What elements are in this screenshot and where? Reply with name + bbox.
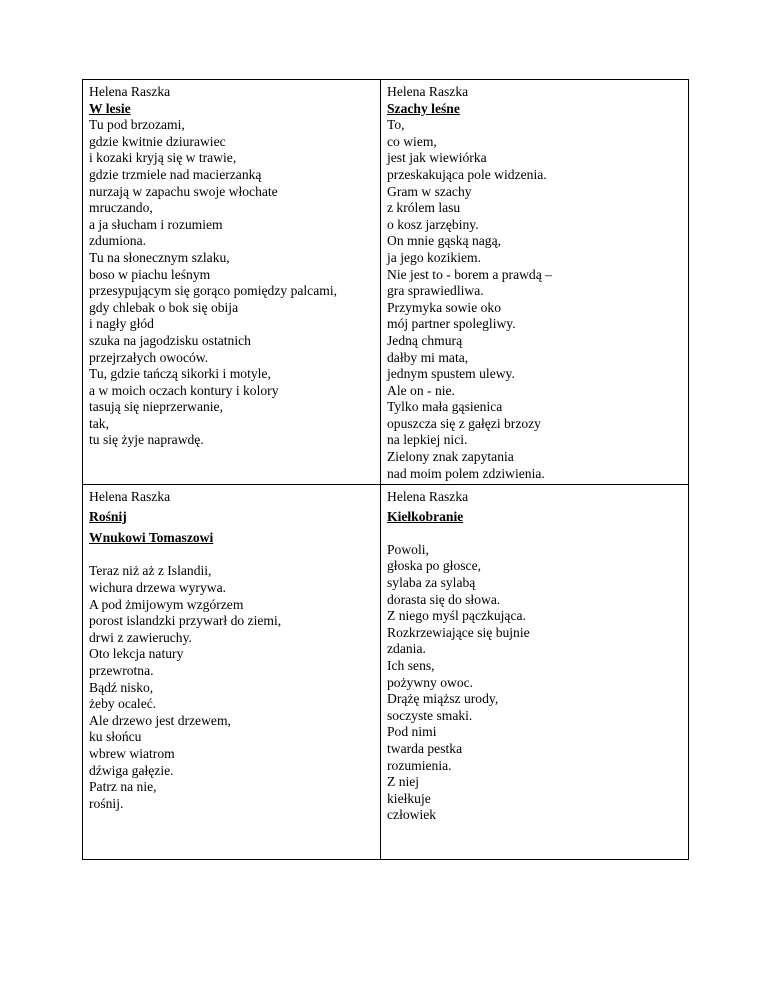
poem-line: a ja słucham i rozumiem	[89, 216, 223, 232]
poem-line: gdy chlebak o bok się obija	[89, 299, 239, 315]
stanza-gap	[387, 525, 682, 542]
poem-line: soczyste smaki.	[387, 707, 473, 723]
poem-line: o kosz jarzębiny.	[387, 216, 479, 232]
poem-title: Rośnij	[89, 508, 127, 524]
poem-line: człowiek	[387, 807, 437, 823]
poem-line: Tu na słonecznym szlaku,	[89, 249, 230, 265]
poem-line: tak,	[89, 415, 110, 431]
poem-line: tu się żyje naprawdę.	[89, 432, 204, 448]
poem-line: sylaba za sylabą	[387, 574, 476, 590]
poem-line: jest jak wiewiórka	[387, 150, 487, 166]
poem-line: boso w piachu leśnym	[89, 266, 211, 282]
poem-line: szuka na jagodzisku ostatnich	[89, 332, 251, 348]
poem-line: nurzają w zapachu swoje włochate	[89, 183, 278, 199]
poem-author: Helena Raszka	[387, 84, 469, 99]
poem-line: Pod nimi	[387, 724, 437, 740]
poem-line: zdumiona.	[89, 233, 147, 249]
poem-line: ku słońcu	[89, 729, 142, 745]
poem-line: dźwiga gałęzie.	[89, 762, 174, 778]
poem-line: przewrotna.	[89, 662, 154, 678]
poem-line: Gram w szachy	[387, 183, 472, 199]
poem-line: głoska po głosce,	[387, 558, 482, 574]
poem-line: rozumienia.	[387, 757, 452, 773]
poem-line: jednym spustem ulewy.	[387, 366, 515, 382]
poem-author: Helena Raszka	[89, 84, 171, 99]
poem-line: Ale on - nie.	[387, 382, 455, 398]
poem-line: A pod żmijowym wzgórzem	[89, 596, 244, 612]
poem-line: ja jego kozikiem.	[387, 249, 481, 265]
poem-line: Powoli,	[387, 541, 429, 557]
poem-line: Tylko mała gąsienica	[387, 399, 503, 415]
poem-title: Wnukowi Tomaszowi	[89, 530, 214, 546]
poem-line: tasują się nieprzerwanie,	[89, 399, 223, 415]
poem-line: przeskakująca pole widzenia.	[387, 166, 547, 182]
poem-line: żeby ocaleć.	[89, 696, 157, 712]
poem-line: Z niej	[387, 774, 420, 790]
poem-line: Zielony znak zapytania	[387, 449, 514, 465]
poem-line: Teraz niż aż z Islandii,	[89, 563, 212, 579]
poem-line: dałby mi mata,	[387, 349, 469, 365]
poem-line: na lepkiej nici.	[387, 432, 468, 448]
poem-author: Helena Raszka	[89, 489, 171, 504]
poem-cell	[381, 80, 689, 485]
poem-line: opuszcza się z gałęzi brzozy	[387, 415, 541, 431]
poem-line: wichura drzewa wyrywa.	[89, 579, 227, 595]
poem-title: W lesie	[89, 100, 131, 116]
poem-line: gra sprawiedliwa.	[387, 283, 484, 299]
poem-line: Tu, gdzie tańczą sikorki i motyle,	[89, 366, 271, 382]
poem-line: i kozaki kryją się w trawie,	[89, 150, 237, 166]
poem-line: twarda pestka	[387, 740, 463, 756]
poem-line: Przymyka sowie oko	[387, 299, 502, 315]
poem-line: dorasta się do słowa.	[387, 591, 501, 607]
poem-line: co wiem,	[387, 133, 437, 149]
poem-line: To,	[387, 117, 405, 133]
poem-title: Kiełkobranie	[387, 508, 464, 524]
poem-line: pożywny owoc.	[387, 674, 474, 690]
poem-cell	[381, 485, 689, 860]
poem-line: rośnij.	[89, 795, 124, 811]
poem-line: zdania.	[387, 641, 426, 657]
table-row	[83, 485, 689, 860]
poem-line: gdzie kwitnie dziurawiec	[89, 133, 226, 149]
poem-line: Ich sens,	[387, 657, 435, 673]
poem-cell	[83, 80, 381, 485]
poem-line: przesypującym się gorąco pomiędzy palcami,	[89, 283, 337, 299]
poem-line: Patrz na nie,	[89, 779, 157, 795]
poem-line: a w moich oczach kontury i kolory	[89, 382, 279, 398]
poem-line: porost islandzki przywarł do ziemi,	[89, 613, 282, 629]
stanza-gap	[89, 547, 374, 564]
poem-line: Bądź nisko,	[89, 679, 154, 695]
poem-line: drwi z zawieruchy.	[89, 629, 192, 645]
poem-line: On mnie gąską nagą,	[387, 233, 502, 249]
poem-line: mój partner spolegliwy.	[387, 316, 516, 332]
poem-line: przejrzałych owoców.	[89, 349, 209, 365]
poem-line: mruczando,	[89, 200, 153, 216]
poem-line: Z niego myśl pączkująca.	[387, 608, 526, 624]
poem-line: i nagły głód	[89, 316, 154, 332]
poem-line: wbrew wiatrom	[89, 745, 175, 761]
poem-line: Ale drzewo jest drzewem,	[89, 712, 231, 728]
poem-cell	[83, 485, 381, 860]
poem-line: Oto lekcja natury	[89, 646, 184, 662]
poem-line: Nie jest to - borem a prawdą –	[387, 266, 552, 282]
poem-line: gdzie trzmiele nad macierzanką	[89, 166, 262, 182]
poem-line: z królem lasu	[387, 200, 461, 216]
poems-table	[82, 79, 689, 860]
poem-line: Jedną chmurą	[387, 332, 463, 348]
poem-author: Helena Raszka	[387, 489, 469, 504]
poem-line: Drążę miąższ urody,	[387, 691, 499, 707]
table-row	[83, 80, 689, 485]
poem-line: kiełkuje	[387, 790, 431, 806]
poem-line: Tu pod brzozami,	[89, 117, 185, 133]
poem-line: nad moim polem zdziwienia.	[387, 465, 545, 481]
poem-title: Szachy leśne	[387, 100, 460, 116]
poem-line: Rozkrzewiające się bujnie	[387, 624, 530, 640]
